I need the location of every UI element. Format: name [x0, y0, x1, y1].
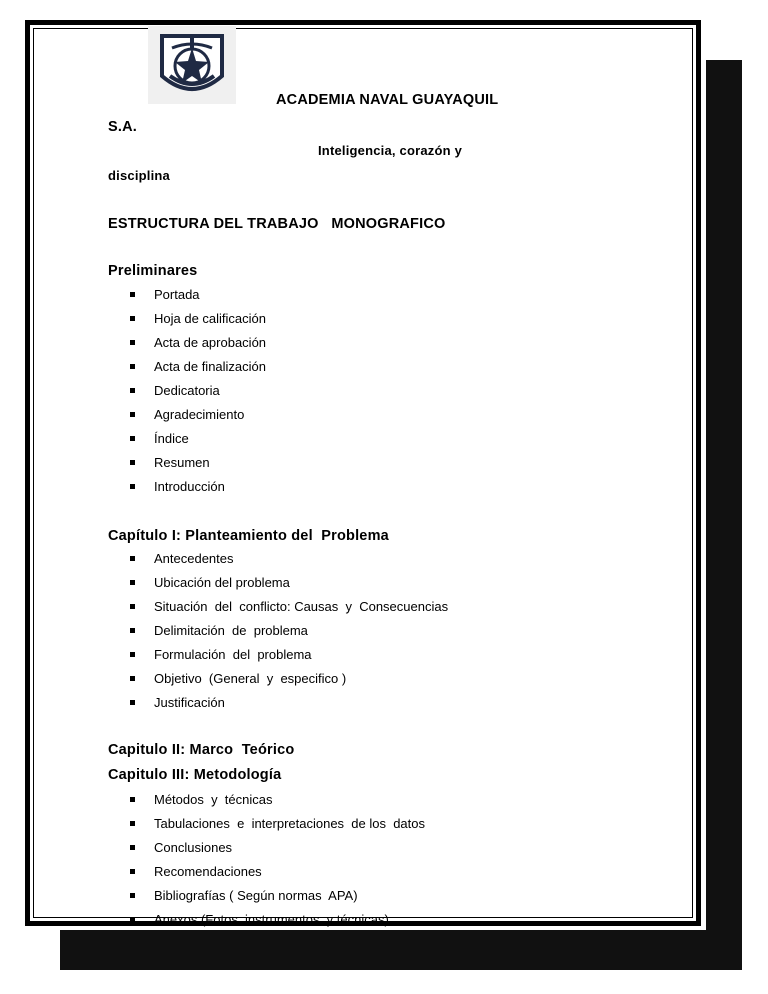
academy-logo	[148, 26, 236, 104]
list-item: Índice	[108, 427, 266, 451]
list-item: Justificación	[108, 691, 448, 715]
capitulo-1-list	[108, 547, 448, 715]
list-item: Ubicación del problema	[108, 571, 448, 595]
list-item: Anexos (Fotos, instrumentos y técnicas)	[108, 908, 425, 932]
section-heading-preliminares: Preliminares	[108, 263, 198, 279]
page-shadow-bottom	[60, 930, 742, 970]
list-item: Antecedentes	[108, 547, 448, 571]
list-item: Dedicatoria	[108, 379, 266, 403]
list-item: Bibliografías ( Según normas APA)	[108, 884, 425, 908]
list-item: Resumen	[108, 451, 266, 475]
list-item: Agradecimiento	[108, 403, 266, 427]
list-item: Introducción	[108, 475, 266, 499]
list-item: Métodos y técnicas	[108, 788, 425, 812]
institution-name: ACADEMIA NAVAL GUAYAQUIL	[276, 92, 499, 108]
preliminares-list	[108, 283, 266, 499]
institution-suffix: S.A.	[108, 119, 137, 135]
capitulo-3-list	[108, 788, 425, 932]
list-item: Formulación del problema	[108, 643, 448, 667]
list-item: Recomendaciones	[108, 860, 425, 884]
section-heading-capitulo-2: Capitulo II: Marco Teórico	[108, 742, 295, 758]
section-heading-capitulo-3: Capitulo III: Metodología	[108, 767, 282, 783]
list-item: Situación del conflicto: Causas y Consecuencias	[108, 595, 448, 619]
list-item: Objetivo (General y especifico )	[108, 667, 448, 691]
section-heading-capitulo-1: Capítulo I: Planteamiento del Problema	[108, 528, 389, 544]
naval-anchor-star-emblem-icon	[148, 26, 236, 104]
list-item: Hoja de calificación	[108, 307, 266, 331]
list-item: Portada	[108, 283, 266, 307]
list-item: Tabulaciones e interpretaciones de los datos	[108, 812, 425, 836]
list-item: Delimitación de problema	[108, 619, 448, 643]
page-shadow-right	[706, 60, 742, 970]
document-title: ESTRUCTURA DEL TRABAJO MONOGRAFICO	[108, 216, 446, 232]
list-item: Acta de aprobación	[108, 331, 266, 355]
motto-line-2: disciplina	[108, 168, 170, 183]
list-item: Conclusiones	[108, 836, 425, 860]
list-item: Acta de finalización	[108, 355, 266, 379]
motto-line-1: Inteligencia, corazón y	[318, 143, 463, 158]
